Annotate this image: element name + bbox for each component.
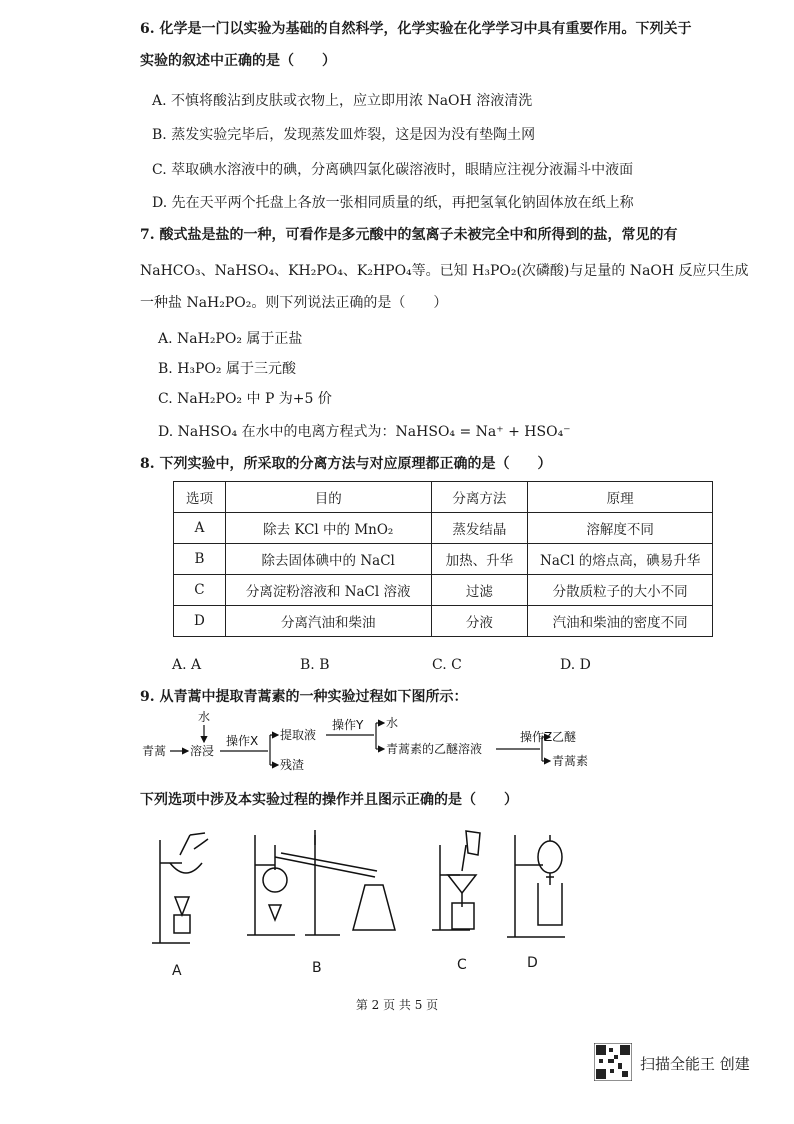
- q8-answer-d: D. D: [560, 657, 591, 673]
- table-row: [174, 544, 713, 575]
- flow-ether: 乙醚: [552, 730, 577, 744]
- cell: 除去固体碘中的 NaCl: [225, 544, 431, 575]
- qr-code-icon: [594, 1043, 632, 1081]
- q7-option-c: C. NaH₂PO₂ 中 P 为+5 价: [158, 391, 332, 407]
- q7-option-d: D. NaHSO₄ 在水中的电离方程式为：NaHSO₄ = Na⁺ + HSO₄⁻: [158, 424, 571, 440]
- q9-flow-diagram: [140, 705, 610, 780]
- q7-option-a: A. NaH₂PO₂ 属于正盐: [158, 331, 303, 347]
- apparatus-c-filtration: [430, 825, 500, 935]
- label-a: A: [172, 963, 182, 979]
- cell: 溶解度不同: [528, 513, 713, 544]
- header-method: 分离方法: [431, 482, 528, 513]
- q7-option-b: B. H₃PO₂ 属于三元酸: [158, 361, 296, 377]
- flow-soak: 溶浸: [190, 744, 215, 758]
- q8-answer-a: A. A: [172, 657, 202, 673]
- apparatus-b-distillation: [245, 825, 405, 945]
- flow-op-y: 操作Y: [332, 718, 364, 732]
- label-b: B: [312, 960, 322, 976]
- q7-stem-line3: 一种盐 NaH₂PO₂。则下列说法正确的是（ ）: [140, 295, 448, 311]
- cell: 汽油和柴油的密度不同: [528, 606, 713, 637]
- q9-stem: 9. 从青蒿中提取青蒿素的一种实验过程如下图所示：: [140, 689, 468, 705]
- q8-answer-b: B. B: [300, 657, 330, 673]
- flow-op-z: 操作Z: [520, 730, 553, 744]
- label-c: C: [457, 957, 467, 973]
- cell: 分散质粒子的大小不同: [528, 575, 713, 606]
- q8-stem: 8. 下列实验中，所采取的分离方法与对应原理都正确的是（ ）: [140, 456, 552, 472]
- flow-start: 青蒿: [142, 744, 167, 758]
- label-d: D: [527, 955, 538, 971]
- header-option: 选项: [174, 482, 226, 513]
- q6-option-b: B. 蒸发实验完毕后，发现蒸发皿炸裂，这是因为没有垫陶土网: [152, 127, 536, 143]
- q6-option-d: D. 先在天平两个托盘上各放一张相同质量的纸，再把氢氧化钠固体放在纸上称: [152, 195, 634, 211]
- apparatus-a-evaporation: [150, 825, 225, 950]
- cell: 蒸发结晶: [431, 513, 528, 544]
- cell: 加热、升华: [431, 544, 528, 575]
- q8-answer-c: C. C: [432, 657, 462, 673]
- cell: A: [174, 513, 226, 544]
- table-header-row: [174, 482, 713, 513]
- flow-residue: 残渣: [280, 758, 305, 772]
- flow-water-in: 水: [198, 710, 211, 724]
- cell: 过滤: [431, 575, 528, 606]
- header-principle: 原理: [528, 482, 713, 513]
- q6-option-c: C. 萃取碘水溶液中的碘，分离碘四氯化碳溶液时，眼睛应注视分液漏斗中液面: [152, 162, 634, 178]
- flow-extract: 提取液: [280, 728, 317, 742]
- cell: C: [174, 575, 226, 606]
- q7-stem-line1: 7. 酸式盐是盐的一种，可看作是多元酸中的氢离子未被完全中和所得到的盐，常见的有: [140, 227, 678, 243]
- q7-stem-line2: NaHCO₃、NaHSO₄、KH₂PO₄、K₂HPO₄等。已知 H₃PO₂(次磷酸)与足量的 NaOH 反应只生成: [140, 263, 749, 279]
- cell: 分离汽油和柴油: [225, 606, 431, 637]
- q6-stem-line2: 实验的叙述中正确的是（ ）: [140, 53, 336, 69]
- table-row: [174, 606, 713, 637]
- page-footer: 第 2 页 共 5 页: [355, 998, 439, 1012]
- cell: B: [174, 544, 226, 575]
- apparatus-d-separation: [505, 825, 575, 945]
- table-row: [174, 513, 713, 544]
- flow-op-x: 操作X: [226, 734, 259, 748]
- flow-water-out: 水: [386, 716, 399, 730]
- q9-question: 下列选项中涉及本实验过程的操作并且图示正确的是（ ）: [140, 792, 518, 808]
- flow-ether-solution: 青蒿素的乙醚溶液: [386, 742, 483, 756]
- cell: NaCl 的熔点高，碘易升华: [528, 544, 713, 575]
- cell: D: [174, 606, 226, 637]
- header-purpose: 目的: [225, 482, 431, 513]
- scanner-watermark: 扫描全能王 创建: [640, 1055, 750, 1073]
- q8-table: [173, 481, 713, 637]
- q6-option-a: A. 不慎将酸沾到皮肤或衣物上，应立即用浓 NaOH 溶液清洗: [152, 93, 533, 109]
- flow-product: 青蒿素: [552, 754, 589, 768]
- cell: 分液: [431, 606, 528, 637]
- table-row: [174, 575, 713, 606]
- cell: 除去 KCl 中的 MnO₂: [225, 513, 431, 544]
- q6-stem-line1: 6. 化学是一门以实验为基础的自然科学，化学实验在化学学习中具有重要作用。下列关于: [140, 21, 692, 37]
- cell: 分离淀粉溶液和 NaCl 溶液: [225, 575, 431, 606]
